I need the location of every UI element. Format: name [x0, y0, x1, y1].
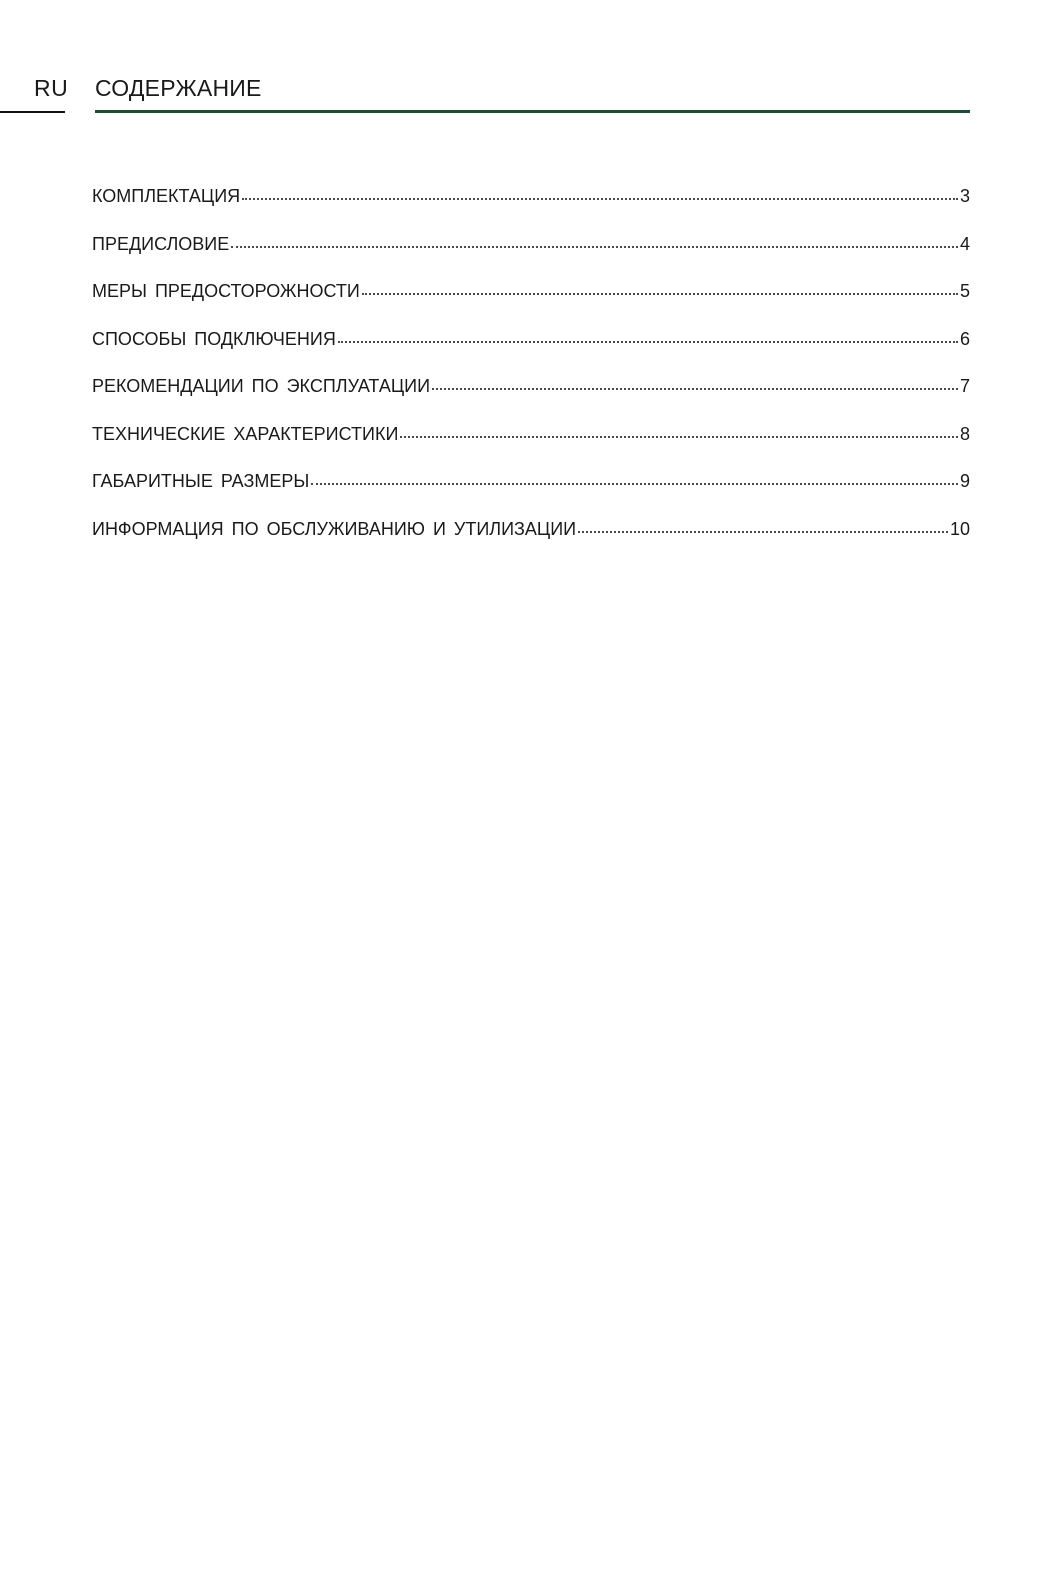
toc-leader-dots	[432, 387, 958, 390]
toc-entry-page: 4	[959, 233, 970, 254]
table-of-contents	[92, 184, 970, 564]
toc-entry-title: ИНФОРМАЦИЯ ПО ОБСЛУЖИВАНИЮ И УТИЛИЗАЦИИ	[92, 518, 577, 539]
toc-entry-title: РЕКОМЕНДАЦИИ ПО ЭКСПЛУАТАЦИИ	[92, 376, 431, 396]
toc-entry-package-contents[interactable]	[92, 184, 970, 232]
toc-leader-dots	[362, 292, 958, 295]
toc-leader-dots	[578, 530, 948, 533]
toc-entry-page: 10	[949, 518, 970, 539]
toc-entry-safety-precautions[interactable]	[92, 279, 970, 327]
toc-leader-dots	[242, 197, 958, 200]
toc-entry-specifications[interactable]	[92, 422, 970, 470]
toc-leader-dots	[231, 245, 958, 248]
toc-entry-title: СПОСОБЫ ПОДКЛЮЧЕНИЯ	[92, 328, 336, 349]
toc-entry-service-and-disposal[interactable]	[92, 517, 970, 565]
page-title: СОДЕРЖАНИЕ	[95, 75, 262, 101]
language-underline	[0, 111, 65, 113]
toc-leader-dots	[400, 435, 958, 438]
toc-entry-title: МЕРЫ ПРЕДОСТОРОЖНОСТИ	[92, 281, 360, 301]
toc-entry-title: ПРЕДИСЛОВИЕ	[92, 233, 230, 254]
toc-entry-page: 6	[959, 328, 970, 349]
toc-entry-page: 8	[959, 423, 970, 444]
toc-entry-dimensions[interactable]	[92, 469, 970, 517]
language-code: RU	[34, 75, 69, 101]
toc-leader-dots	[311, 482, 958, 485]
toc-entry-page: 7	[959, 376, 970, 396]
toc-entry-title: ГАБАРИТНЫЕ РАЗМЕРЫ	[92, 471, 310, 491]
toc-leader-dots	[338, 340, 958, 343]
toc-entry-operating-recommendations[interactable]	[92, 374, 970, 422]
toc-entry-connection-methods[interactable]	[92, 327, 970, 375]
toc-entry-page: 3	[959, 186, 970, 206]
toc-entry-preface[interactable]	[92, 232, 970, 280]
toc-entry-title: КОМПЛЕКТАЦИЯ	[92, 186, 241, 206]
toc-entry-page: 9	[959, 471, 970, 491]
title-underline	[95, 110, 970, 113]
toc-entry-page: 5	[959, 281, 970, 301]
toc-entry-title: ТЕХНИЧЕСКИЕ ХАРАКТЕРИСТИКИ	[92, 423, 399, 444]
